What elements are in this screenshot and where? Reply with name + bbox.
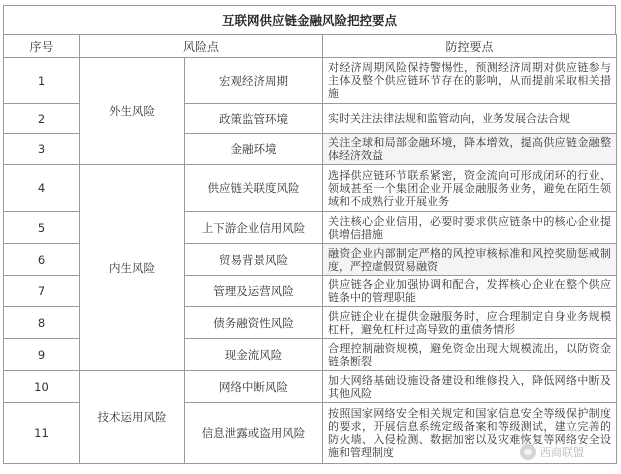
category-external: 外生风险	[80, 58, 185, 165]
row-num: 5	[4, 212, 80, 244]
risk-item: 债务融资性风险	[185, 307, 323, 339]
table-title: 互联网供应链金融风险把控要点	[3, 5, 616, 35]
wechat-icon	[520, 444, 536, 460]
watermark	[520, 441, 584, 463]
header-num: 序号	[4, 35, 80, 58]
control-desc: 供应链企业在提供金融服务时，应合理制定自身业务规模杠杆，避免杠杆过高导致的重债务情形	[323, 307, 617, 339]
table-row	[4, 58, 617, 104]
risk-item: 贸易背景风险	[185, 244, 323, 276]
row-num: 8	[4, 307, 80, 339]
row-num: 3	[4, 134, 80, 165]
control-desc: 关注全球和局部金融环境，降本增效，提高供应链金融整体经济效益	[323, 134, 617, 165]
risk-control-table	[3, 34, 617, 464]
row-num: 4	[4, 165, 80, 212]
control-desc: 加大网络基础设施设备建设和维修投入，降低网络中断及其他风险	[323, 371, 617, 403]
risk-item: 信息泄露或盗用风险	[185, 403, 323, 464]
header-risk: 风险点	[80, 35, 323, 58]
header-row	[4, 35, 617, 58]
watermark-text: 西商联盟	[540, 446, 584, 459]
risk-item: 管理及运营风险	[185, 276, 323, 307]
control-desc: 合理控制融资规模，避免资金出现大规模流出，以防资金链条断裂	[323, 339, 617, 371]
control-desc: 选择供应链环节联系紧密，资金流向可形成闭环的行业、领域甚至一个集团企业开展金融服务业务，避免在陌生领域和不成熟行业开展业务	[323, 165, 617, 212]
row-num: 9	[4, 339, 80, 371]
header-control: 防控要点	[323, 35, 617, 58]
control-desc: 供应链各企业加强协调和配合，发挥核心企业在整个供应链条中的管理职能	[323, 276, 617, 307]
control-desc: 实时关注法律法规和监管动向，业务发展合法合规	[323, 104, 617, 134]
category-tech: 技术运用风险	[80, 371, 185, 464]
control-desc: 对经济周期风险保持警惕性，预测经济周期对供应链参与主体及整个供应链环节存在的影响，从而提前采取相关措施	[323, 58, 617, 104]
risk-item: 现金流风险	[185, 339, 323, 371]
risk-item: 网络中断风险	[185, 371, 323, 403]
row-num: 7	[4, 276, 80, 307]
category-internal: 内生风险	[80, 165, 185, 371]
risk-item: 供应链关联度风险	[185, 165, 323, 212]
risk-item: 上下游企业信用风险	[185, 212, 323, 244]
control-desc: 融资企业内部制定严格的风控审核标准和风控奖励惩戒制度，严控虚假贸易融资	[323, 244, 617, 276]
row-num: 1	[4, 58, 80, 104]
control-desc: 按照国家网络安全相关规定和国家信息安全等级保护制度的要求，开展信息系统定级备案和等级测试，建立完善的防火墙、入侵检测、数据加密以及灾难恢复等网络安全设施和管理制度	[323, 403, 617, 464]
table-row	[4, 371, 617, 403]
table-row	[4, 165, 617, 212]
row-num: 6	[4, 244, 80, 276]
risk-item: 宏观经济周期	[185, 58, 323, 104]
row-num: 11	[4, 403, 80, 464]
row-num: 2	[4, 104, 80, 134]
control-desc: 关注核心企业信用，必要时要求供应链条中的核心企业提供增信措施	[323, 212, 617, 244]
row-num: 10	[4, 371, 80, 403]
risk-item: 政策监管环境	[185, 104, 323, 134]
risk-item: 金融环境	[185, 134, 323, 165]
